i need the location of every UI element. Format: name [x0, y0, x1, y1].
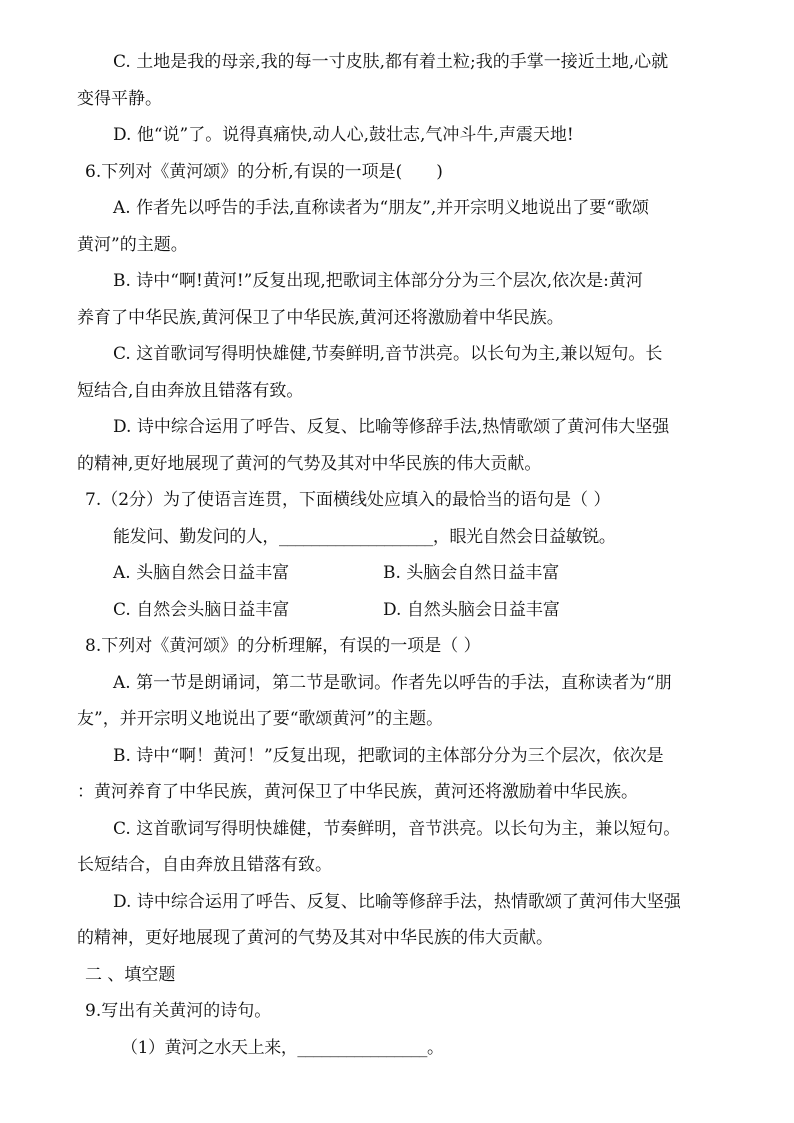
text-line: （1）黄河之水天上来，________________。	[121, 1037, 444, 1058]
text-line: D. 诗中综合运用了呼告、反复、比喻等修辞手法,热情歌颂了黄河伟大坚强	[113, 417, 670, 437]
text-line: ：黄河养育了中华民族，黄河保卫了中华民族，黄河还将激励着中华民族。	[77, 782, 638, 802]
text-line: 的精神,更好地展现了黄河的气势及其对中华民族的伟大贡献。	[77, 453, 542, 474]
answer-option: A. 头脑自然会日益丰富	[113, 563, 290, 583]
text-line: B. 诗中“啊!黄河!”反复出现,把歌词主体部分分为三个层次,依次是:黄河	[113, 271, 643, 291]
text-line: D. 他“说”了。说得真痛快,动人心,鼓壮志,气冲斗牛,声震天地!	[113, 125, 574, 145]
text-line: C. 土地是我的母亲,我的每一寸皮肤,都有着土粒;我的手掌一接近土地,心就	[113, 52, 669, 72]
option-row	[77, 592, 745, 629]
answer-option: D. 自然头脑会日益丰富	[383, 599, 560, 620]
text-line: 能发问、勤发问的人，___________________，眼光自然会日益敏锐。	[113, 526, 616, 547]
text-line: 的精神，更好地展现了黄河的气势及其对中华民族的伟大贡献。	[77, 928, 553, 948]
text-line: 友”，并开宗明义地说出了要“歌颂黄河”的主题。	[77, 709, 444, 729]
question-7-options	[77, 555, 745, 628]
text-line: 二 、填空题	[85, 964, 176, 985]
text-line: 变得平静。	[77, 88, 162, 109]
text-block-questions-5-7	[77, 44, 745, 555]
text-line: B. 诗中“啊！黄河！”反复出现，把歌词的主体部分分为三个层次，依次是	[113, 745, 664, 766]
text-block-questions-8-9	[77, 628, 745, 1066]
text-line: D. 诗中综合运用了呼告、反复、比喻等修辞手法，热情歌颂了黄河伟大坚强	[113, 891, 681, 912]
answer-option: C. 自然会头脑日益丰富	[113, 599, 290, 620]
text-line: 短结合,自由奔放且错落有致。	[77, 380, 304, 401]
text-line: 黄河”的主题。	[77, 234, 188, 255]
text-line: 养育了中华民族,黄河保卫了中华民族,黄河还将激励着中华民族。	[77, 307, 564, 328]
option-row	[77, 555, 745, 592]
text-line: C. 这首歌词写得明快雄健，节奏鲜明，音节洪亮。以长句为主，兼以短句。	[113, 818, 681, 839]
text-line: A. 第一节是朗诵词，第二节是歌词。作者先以呼告的手法，直称读者为“朋	[113, 672, 672, 693]
text-line: 长短结合，自由奔放且错落有致。	[77, 855, 332, 875]
text-line: 7.（2分）为了使语言连贯，下面横线处应填入的最恰当的语句是（ ）	[85, 490, 611, 510]
answer-option: B. 头脑会自然日益丰富	[383, 563, 560, 583]
document-content	[77, 44, 745, 1066]
text-line: 8.下列对《黄河颂》的分析理解，有误的一项是（ ）	[85, 636, 481, 656]
text-line: C. 这首歌词写得明快雄健,节奏鲜明,音节洪亮。以长句为主,兼以短句。长	[113, 344, 663, 364]
text-line: 9.写出有关黄河的诗句。	[85, 1001, 272, 1021]
text-line: 6.下列对《黄河颂》的分析,有误的一项是( )	[85, 161, 443, 182]
text-line: A. 作者先以呼告的手法,直称读者为“朋友”,并开宗明义地说出了要“歌颂	[113, 198, 649, 218]
